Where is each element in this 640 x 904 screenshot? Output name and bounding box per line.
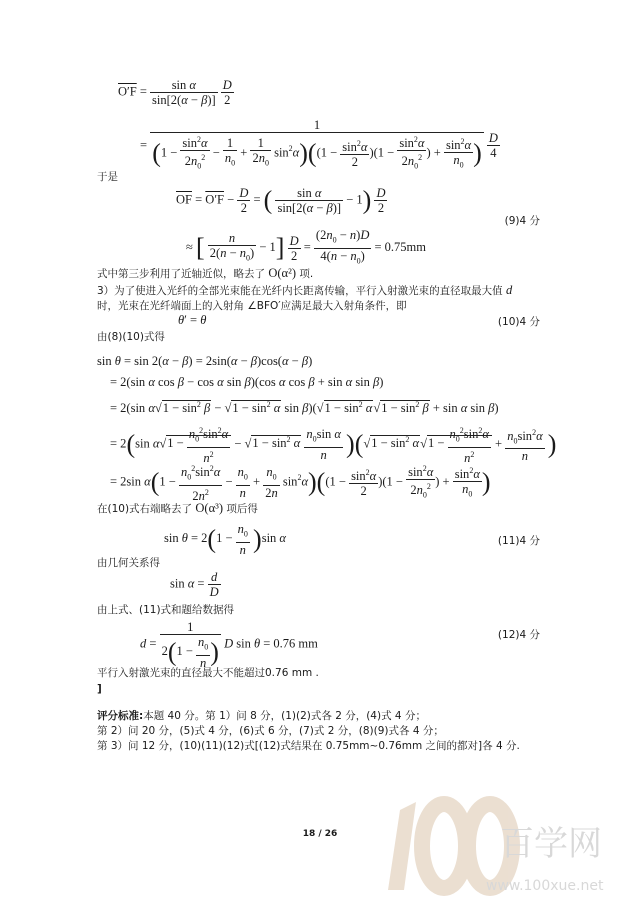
score-12: (12)4 分 [497,629,540,641]
eq-sin-alpha: sin α = $\frac{d}{D}$ [170,570,219,599]
score-9: (9)4 分 [504,215,540,227]
part3-line2: 时，光束在光纤端面上的入射角 ∠BFO′应满足最大入射角条件，即 [97,300,407,312]
result-9: = 0.75mm [374,239,426,254]
logo-100-icon [382,790,632,900]
from-above-text: 由上式、(11)式和题给数据得 [97,604,235,616]
note-paraxial: 式中第三步利用了近轴近似，略去了 O(α²) 项. [97,266,314,280]
eq-approx-9: ≈ [ $\frac{n}{2(n - n_0)}$ − 1] $\frac{D}{2}$ = $\frac{(2n_0 - n)D}{4(n - n_0)}$ = 0.75mm [186,228,426,265]
geom-text: 由几何关系得 [97,557,160,569]
logo-number: 100 [382,790,384,791]
result-12: = 0.76 mm [263,636,318,651]
from-8-10-text: 由(8)(10)式得 [97,331,165,343]
right-drop-text: 在(10)式右端略去了 O(α³) 项后得 [97,501,258,515]
brand-url: www.100xue.net [486,878,604,894]
eq-sin-theta-4: = 2(sin α√1 − $\frac{n_0^2\sin^2\alpha}{n^2}$ − $√1 - \sin^2 \alpha$ $\frac{n_0\sin \alpha}{n}$ )($√1 - \sin^2 \alpha√1$ − $\frac{n_0^2\sin^2\alpha}{n^2}$ + $\frac{n_0\sin^2\alpha}{n}$ ) [110,426,557,465]
score-standard-line1: 评分标准:本题 40 分。第 1）问 8 分，(1)(2)式各 2 分，(4)式 4 分； [97,710,426,722]
score-11: (11)4 分 [497,535,540,547]
score-standard-title: 评分标准: [97,710,144,722]
eq-d-12: d = 1 2(1 − $\frac{n_0}{n}$ ) D sin θ = 0.76 mm [140,620,318,670]
eq-theta-10: θ′ = θ [178,313,207,327]
closing-bracket: ] [97,683,102,695]
eq-of-prime-1: O′F = $\frac{\text{sin α}}{\sin[2(\alpha - \beta)]}$ $\frac{D}{2}$ [118,78,232,107]
conclusion-text: 平行入射激光束的直径最大不能超过0.76 mm . [97,667,319,679]
eq-sin-theta-11: sin θ = 2(1 − $\frac{n_0}{n}$ )sin α [164,522,286,557]
part3-line1: 3）为了使进入光纤的全部光束能在光纤内长距离传输，平行入射激光束的直径取最大值 d [97,283,513,297]
score-standard-line3: 第 3）问 12 分，(10)(11)(12)式[(12)式结果在 0.75mm~0.76mm 之间的都对]各 4 分. [97,740,520,752]
eq-sin-theta-5: = 2sin α(1 − $\frac{n_0^2\sin^2\alpha}{2n^2}$ − $\frac{n_0}{n}$ + $\frac{n_0}{2n}$ $\sin^2\alpha)((1$ − $\frac{\sin^2\alpha}{2}$ )(1 − $\frac{\sin^2\alpha}{2n_0^2}$ ) + $\frac{\sin^2\alpha}{n_0}$ ) [110,464,491,503]
watermark-logo [382,790,632,900]
yushi-text: 于是 [97,171,118,183]
eq-sin-theta-1: sin θ = sin 2(α − β) = 2sin(α − β)cos(α − β) [97,354,313,368]
eq-of-3: $\overline{OF} = O'F$ − $\frac{D}{2}$ = ( $\frac{\text{sin α}}{\sin[2(\alpha - \beta)]}$ − 1) $\frac{D}{2}$ [176,185,386,215]
brand-text: 百学网 [500,824,602,864]
eq-sin-theta-2: = 2(sin α cos β − cos α sin β)(cos α cos β + sin α sin β) [110,375,384,389]
eq-of-prime-2: = 1 (1 − $\frac{\sin^2\alpha}{2n_0^2}$ − $\frac{1}{n_0}$ + $\frac{1}{2n_0}$ $\sin^2\alpha)((1$ − $\frac{\sin^2\alpha}{2}$ )(1 − $\frac{\sin^2\alpha}{2n_0^2}$ ) + $\frac{\sin^2\alpha}{n_0}$ ) $\frac{D}{4}$ [140,118,498,171]
page-number: 18 / 26 [302,829,338,839]
score-standard-line2: 第 2）问 20 分，(5)式 4 分，(6)式 6 分，(7)式 2 分，(8)(9)式各 4 分； [97,725,444,737]
eq-sin-theta-3: = 2(sin $\alpha√1 - \sin^2 \beta - √1 - \sin^2 \alpha$ $\sin \beta)(√1 - \sin^2 \alpha√1 - \sin^2 \beta + \sin \alpha$ sin β) [110,400,499,416]
score-10: (10)4 分 [497,316,540,328]
